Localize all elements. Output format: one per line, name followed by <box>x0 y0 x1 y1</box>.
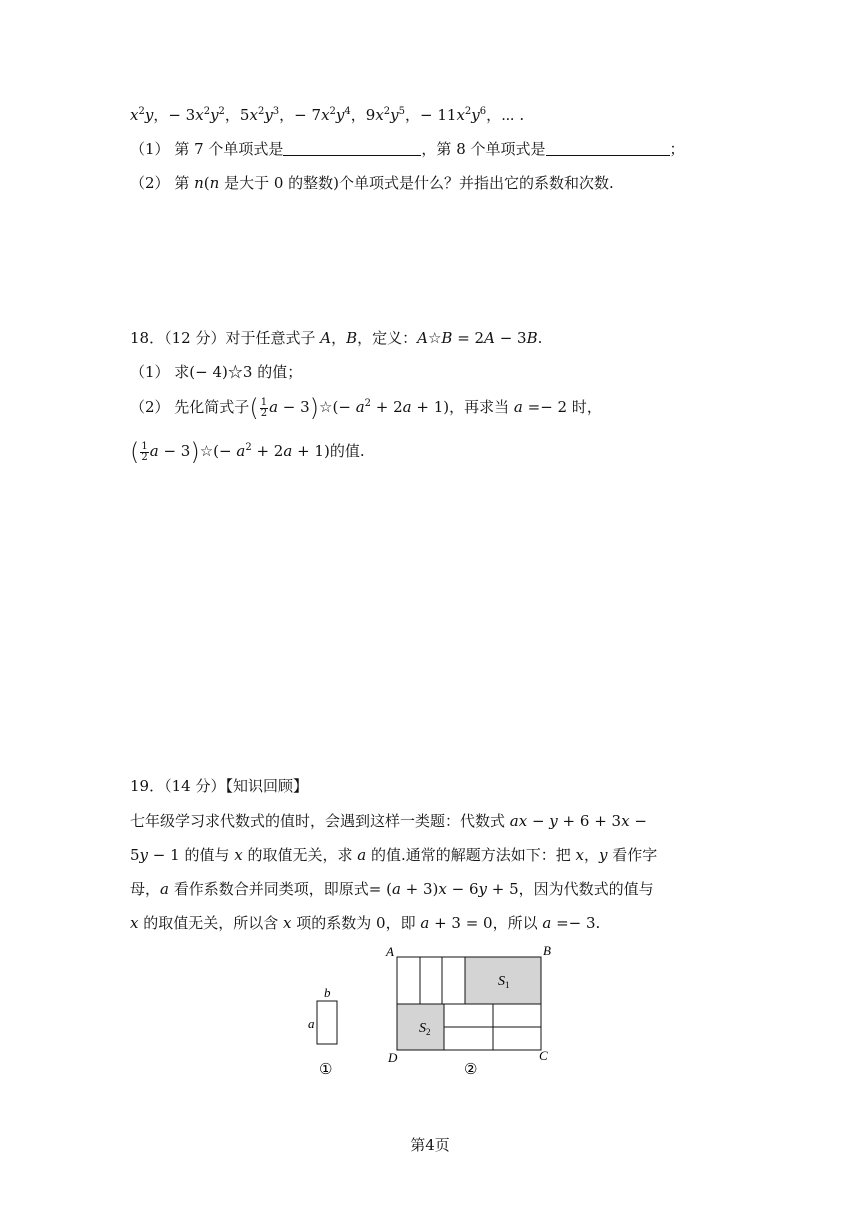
corner-a: A <box>386 944 394 959</box>
part-label: （2） <box>130 174 170 192</box>
fig1-caption: ① <box>319 1062 333 1078</box>
answer-blank-8th[interactable] <box>546 141 670 156</box>
fig1-label-b: b <box>324 985 331 1000</box>
corner-d: D <box>388 1050 398 1065</box>
q17-part1-text-a: 第 7 个单项式是 <box>174 140 284 158</box>
q19-paragraph-line2: 5y − 1 的值与 x 的取值无关，求 a 的值.通常的解题方法如下：把 x，y 看作字 <box>130 846 658 864</box>
q18-header: 18．（12 分）对于任意式子 A，B，定义：A☆B = 2A − 3B. <box>130 329 543 347</box>
corner-b: B <box>543 943 551 958</box>
q19-paragraph-line3: 母，a 看作系数合并同类项，即原式= (a + 3)x − 6y + 5，因为代数式的值与 <box>130 880 654 898</box>
q17-sequence: $x^2y$，− $3x^2y^2$，$5x^2y^3$，− $7x^2y^4$，$9x^2y^5$，− $11x^2y^6$，⋯ . <box>130 106 525 124</box>
q19-figure <box>300 940 570 1080</box>
answer-blank-7th[interactable] <box>283 141 421 156</box>
part-label: （1） <box>130 140 170 158</box>
s1-label: $S_1$ <box>498 974 510 990</box>
q17-part2: （2） 第 n(n 是大于 0 的整数)个单项式是什么？并指出它的系数和次数. <box>130 174 614 192</box>
q18-part1: （1） 求(− 4)☆3 的值； <box>130 363 303 381</box>
fraction-half: $\frac{1}{2}$ <box>141 440 148 463</box>
q19-paragraph-line1: 七年级学习求代数式的值时，会遇到这样一类题：代数式 ax − y + 6 + 3x − <box>130 812 647 830</box>
page-number: 第4页 <box>410 1136 450 1154</box>
q17-part1-text-b: ，第 8 个单项式是 <box>421 140 546 158</box>
corner-c: C <box>539 1048 548 1063</box>
q18-part2-line2: ( $\frac{1}{2}$ a − 3)☆(− $a^2 + 2a + 1$)的值. <box>130 438 365 466</box>
q19-paragraph-line4: x 的取值无关，所以含 x 项的系数为 0，即 a + 3 = 0，所以 a =− 3. <box>130 914 601 932</box>
fig2-caption: ② <box>464 1062 478 1078</box>
q19-header: 19．（14 分）【知识回顾】 <box>130 777 308 795</box>
fig1-rectangle <box>317 1001 337 1044</box>
q17-part1: （1） 第 7 个单项式是 ，第 8 个单项式是 ； <box>130 140 685 158</box>
s2-label: $S_2$ <box>419 1021 431 1037</box>
q18-part2: （2） 先化简式子( $\frac{1}{2}$ a − 3)☆(− $a^2 + 2a + 1$)，再求当 a =− 2 时， <box>130 394 602 422</box>
fig1-label-a: a <box>308 1016 315 1031</box>
fraction-half: $\frac{1}{2}$ <box>260 396 268 419</box>
